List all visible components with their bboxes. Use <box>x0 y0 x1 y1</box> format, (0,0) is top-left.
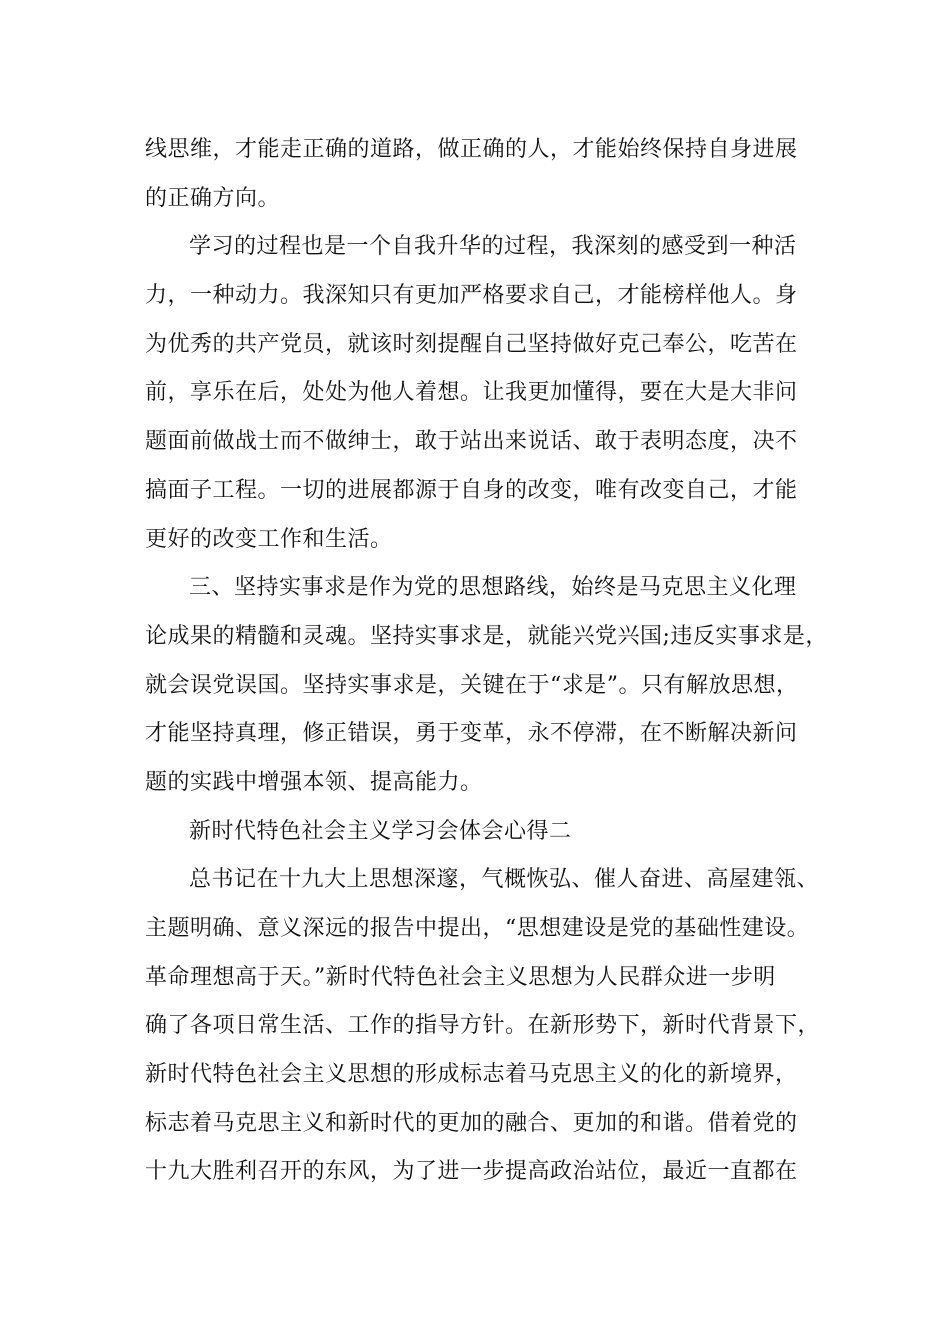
text-line: 才能坚持真理，修正错误，勇于变革，永不停滞，在不断解决新问 <box>145 721 798 747</box>
text-line: 题面前做战士而不做绅士，敢于站出来说话、敢于表明态度，决不 <box>145 429 798 455</box>
document-body <box>145 126 828 1197</box>
text-line: 力，一种动力。我深知只有更加严格要求自己，才能榜样他人。身 <box>145 283 798 309</box>
text-line: 十九大胜利召开的东风，为了进一步提高政治站位，最近一直都在 <box>145 1159 798 1185</box>
text-line: 搞面子工程。一切的进展都源于自身的改变，唯有改变自己，才能 <box>145 477 798 503</box>
text-line: 为优秀的共产党员，就该时刻提醒自己坚持做好克己奉公，吃苦在 <box>145 331 798 357</box>
text-line: 新时代特色社会主义思想的形成标志着马克思主义的化的新境界， <box>145 1062 798 1088</box>
text-line: 前，享乐在后，处处为他人着想。让我更加懂得，要在大是大非问 <box>145 380 798 406</box>
text-line: 标志着马克思主义和新时代的更加的融合、更加的和谐。借着党的 <box>145 1110 798 1136</box>
text-line: 的正确方向。 <box>145 185 281 211</box>
text-line: 革命理想高于天。”新时代特色社会主义思想为人民群众进一步明 <box>145 964 776 990</box>
text-line: 更好的改变工作和生活。 <box>145 526 393 552</box>
text-line: 论成果的精髓和灵魂。坚持实事求是，就能兴党兴国;违反实事求是， <box>145 623 828 649</box>
text-line: 线思维，才能走正确的道路，做正确的人，才能始终保持自身进展 <box>145 137 798 162</box>
text-line: 就会误党误国。坚持实事求是，关键在于“求是”。只有解放思想， <box>145 672 799 698</box>
paragraph-start-line: 学习的过程也是一个自我升华的过程，我深刻的感受到一种活 <box>189 234 797 260</box>
paragraph-start-line: 三、坚持实事求是作为党的思想路线，始终是马克思主义化理 <box>189 575 797 601</box>
section-heading: 新时代特色社会主义学习会体会心得二 <box>189 818 572 844</box>
text-line: 题的实践中增强本领、提高能力。 <box>145 769 483 795</box>
text-line: 主题明确、意义深远的报告中提出，“思想建设是党的基础性建设。 <box>145 916 810 941</box>
text-line: 确了各项日常生活、工作的指导方针。在新形势下，新时代背景下， <box>145 1013 821 1039</box>
paragraph-start-line: 总书记在十九大上思想深邃，气概恢弘、催人奋进、高屋建瓴、 <box>189 867 820 893</box>
